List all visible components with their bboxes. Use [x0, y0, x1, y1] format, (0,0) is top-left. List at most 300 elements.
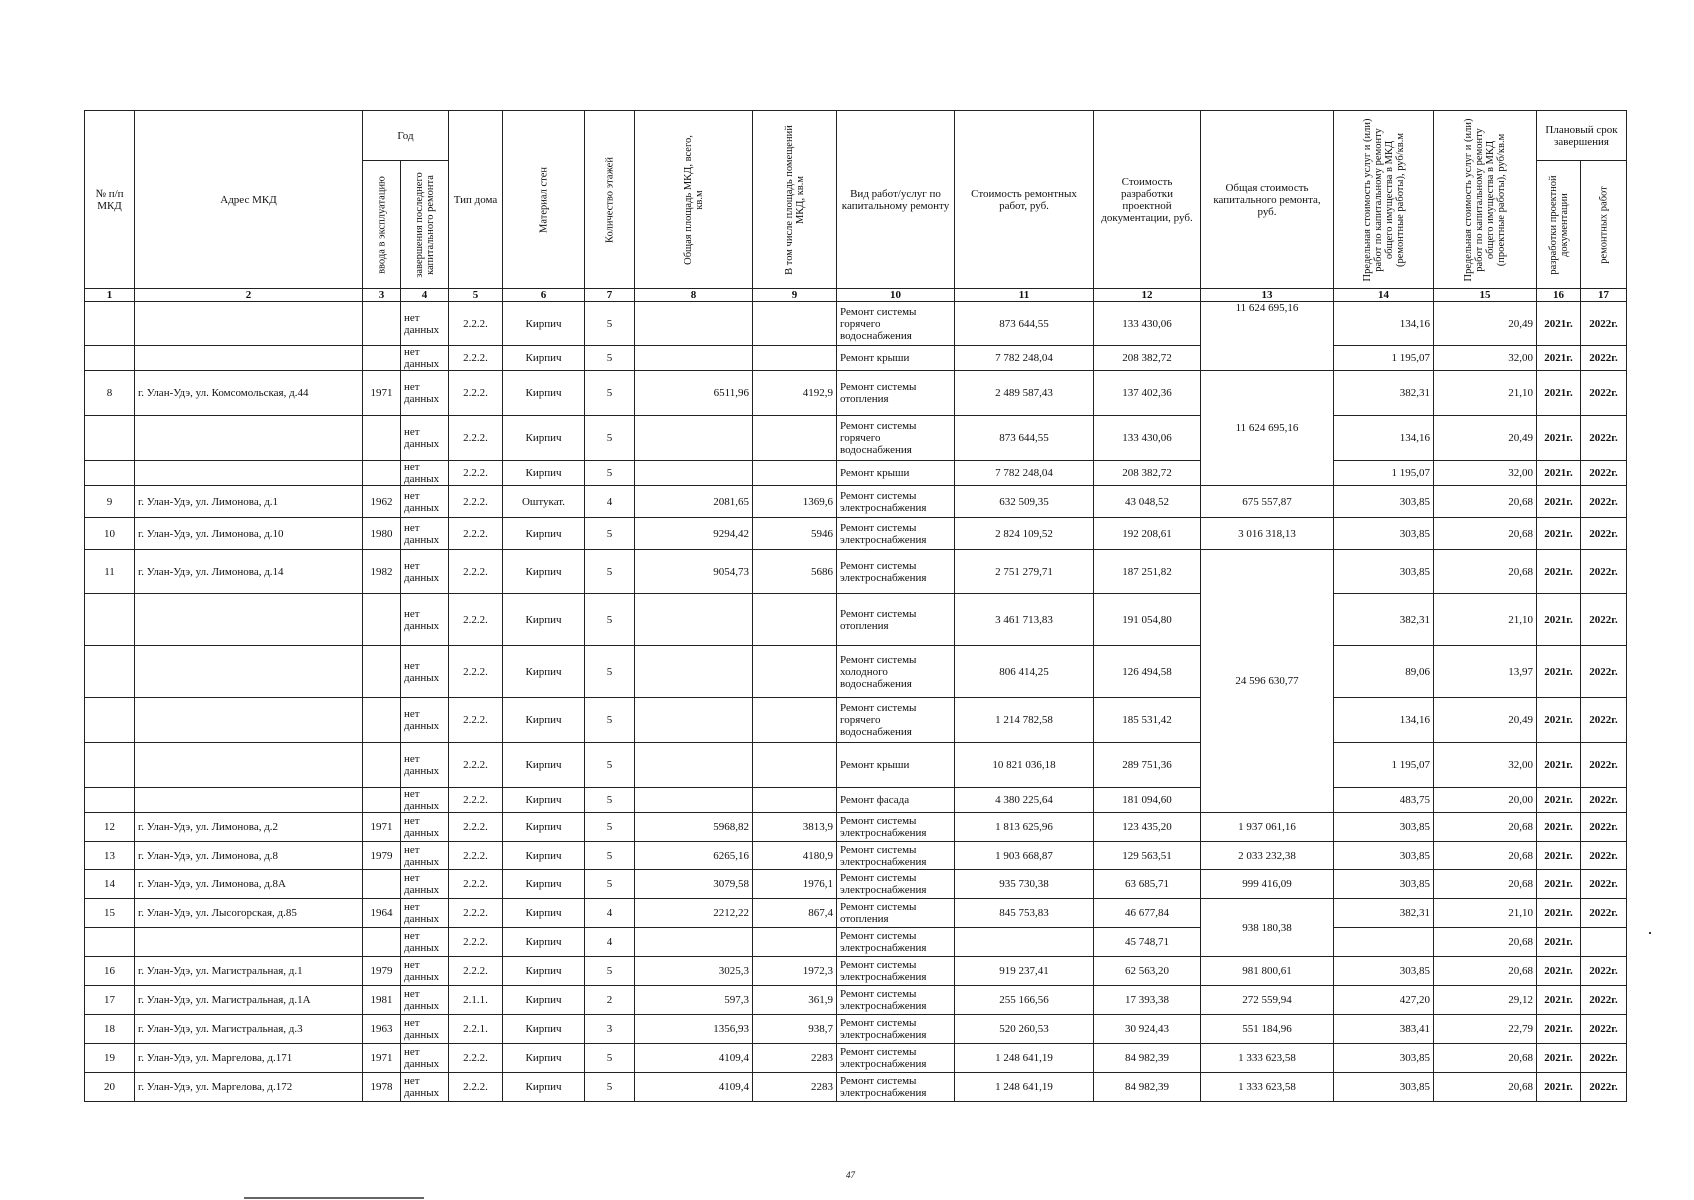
max-design-cost: 21,10: [1434, 371, 1537, 416]
total-area: [635, 461, 753, 486]
house-type: 2.2.2.: [449, 302, 503, 346]
table-row: [85, 743, 1627, 788]
floors: 5: [585, 788, 635, 813]
house-type: 2.2.2.: [449, 743, 503, 788]
max-design-cost: 21,10: [1434, 899, 1537, 928]
year-commission: [363, 698, 401, 743]
scan-mark: [1649, 932, 1651, 934]
deadline-design: 2021г.: [1537, 486, 1581, 518]
total-cost: 24 596 630,77: [1201, 550, 1334, 813]
total-area: 4109,4: [635, 1073, 753, 1102]
work-type: Ремонт системы отопления: [837, 899, 955, 928]
column-number: 9: [753, 289, 837, 302]
deadline-repair: 2022г.: [1581, 461, 1627, 486]
design-cost: 129 563,51: [1094, 842, 1201, 870]
table-row: [85, 346, 1627, 371]
max-design-cost: 20,68: [1434, 870, 1537, 899]
house-address: г. Улан-Удэ, ул. Магистральная, д.3: [135, 1015, 363, 1044]
year-commission: [363, 788, 401, 813]
total-cost: 1 333 623,58: [1201, 1073, 1334, 1102]
premises-area: 5946: [753, 518, 837, 550]
premises-area: 361,9: [753, 986, 837, 1015]
max-repair-cost: 134,16: [1334, 698, 1434, 743]
wall-material: Оштукат.: [503, 486, 585, 518]
max-repair-cost: [1334, 928, 1434, 957]
total-cost: 11 624 695,16: [1201, 302, 1334, 371]
deadline-design: 2021г.: [1537, 518, 1581, 550]
deadline-design: 2021г.: [1537, 461, 1581, 486]
year-last-repair: нет данных: [401, 646, 449, 698]
house-address: г. Улан-Удэ, ул. Лысогорская, д.85: [135, 899, 363, 928]
house-type: 2.2.2.: [449, 518, 503, 550]
year-last-repair: нет данных: [401, 461, 449, 486]
max-repair-cost: 303,85: [1334, 1073, 1434, 1102]
max-design-cost: 20,68: [1434, 813, 1537, 842]
repair-cost: 1 248 641,19: [955, 1073, 1094, 1102]
house-address: г. Улан-Удэ, ул. Лимонова, д.10: [135, 518, 363, 550]
house-type: 2.2.2.: [449, 870, 503, 899]
design-cost: 17 393,38: [1094, 986, 1201, 1015]
year-last-repair: нет данных: [401, 594, 449, 646]
row-number: 16: [85, 957, 135, 986]
total-cost: 2 033 232,38: [1201, 842, 1334, 870]
house-type: 2.2.2.: [449, 842, 503, 870]
house-address: г. Улан-Удэ, ул. Лимонова, д.1: [135, 486, 363, 518]
year-commission: [363, 594, 401, 646]
table-row: [85, 646, 1627, 698]
design-cost: 30 924,43: [1094, 1015, 1201, 1044]
header-total-area: Общая площадь МКД, всего, кв.м: [635, 111, 753, 289]
year-last-repair: нет данных: [401, 928, 449, 957]
wall-material: Кирпич: [503, 957, 585, 986]
header-work-type: Вид работ/услуг по капитальному ремонту: [837, 111, 955, 289]
house-address: г. Улан-Удэ, ул. Маргелова, д.171: [135, 1044, 363, 1073]
register-table-sheet: [84, 110, 1627, 1102]
wall-material: Кирпич: [503, 1073, 585, 1102]
page-number: 47: [846, 1170, 855, 1180]
deadline-repair: 2022г.: [1581, 646, 1627, 698]
wall-material: Кирпич: [503, 788, 585, 813]
deadline-repair: 2022г.: [1581, 870, 1627, 899]
max-design-cost: 29,12: [1434, 986, 1537, 1015]
table-row: [85, 1044, 1627, 1073]
deadline-design: 2021г.: [1537, 594, 1581, 646]
deadline-design: 2021г.: [1537, 743, 1581, 788]
house-address: г. Улан-Удэ, ул. Комсомольская, д.44: [135, 371, 363, 416]
year-commission: [363, 346, 401, 371]
house-type: 2.2.2.: [449, 346, 503, 371]
house-type: 2.2.2.: [449, 594, 503, 646]
deadline-design: 2021г.: [1537, 416, 1581, 461]
house-type: 2.2.2.: [449, 646, 503, 698]
deadline-design: 2021г.: [1537, 928, 1581, 957]
header-premises-area: В том числе площадь помещений МКД, кв.м: [753, 111, 837, 289]
premises-area: 5686: [753, 550, 837, 594]
floors: 5: [585, 416, 635, 461]
header-total-cost: Общая стоимость капитального ремонта, руб.: [1201, 111, 1334, 289]
year-commission: 1979: [363, 842, 401, 870]
year-last-repair: нет данных: [401, 1015, 449, 1044]
deadline-repair: 2022г.: [1581, 518, 1627, 550]
design-cost: 208 382,72: [1094, 346, 1201, 371]
year-last-repair: нет данных: [401, 1044, 449, 1073]
deadline-repair: 2022г.: [1581, 957, 1627, 986]
deadline-repair: 2022г.: [1581, 813, 1627, 842]
year-last-repair: нет данных: [401, 957, 449, 986]
deadline-design: 2021г.: [1537, 1015, 1581, 1044]
deadline-design: 2021г.: [1537, 986, 1581, 1015]
column-number: 8: [635, 289, 753, 302]
max-design-cost: 20,49: [1434, 416, 1537, 461]
max-repair-cost: 483,75: [1334, 788, 1434, 813]
year-last-repair: нет данных: [401, 743, 449, 788]
deadline-repair: 2022г.: [1581, 1044, 1627, 1073]
deadline-design: 2021г.: [1537, 1073, 1581, 1102]
total-area: 1356,93: [635, 1015, 753, 1044]
row-number: 17: [85, 986, 135, 1015]
wall-material: Кирпич: [503, 550, 585, 594]
deadline-design: 2021г.: [1537, 646, 1581, 698]
column-number-row: [85, 289, 1627, 302]
deadline-repair: 2022г.: [1581, 1073, 1627, 1102]
year-commission: 1964: [363, 899, 401, 928]
premises-area: [753, 416, 837, 461]
header-year-commission: ввода в эксплуатацию: [363, 161, 401, 289]
total-area: 2081,65: [635, 486, 753, 518]
premises-area: 1972,3: [753, 957, 837, 986]
table-row: [85, 486, 1627, 518]
max-repair-cost: 303,85: [1334, 870, 1434, 899]
work-type: Ремонт крыши: [837, 743, 955, 788]
house-type: 2.2.2.: [449, 461, 503, 486]
work-type: Ремонт системы электроснабжения: [837, 870, 955, 899]
year-last-repair: нет данных: [401, 899, 449, 928]
year-commission: 1962: [363, 486, 401, 518]
house-type: 2.2.2.: [449, 957, 503, 986]
header-design-cost: Стоимость разработки проектной документации, руб.: [1094, 111, 1201, 289]
wall-material: Кирпич: [503, 518, 585, 550]
row-number: [85, 928, 135, 957]
column-number: 12: [1094, 289, 1201, 302]
floors: 5: [585, 743, 635, 788]
table-row: [85, 899, 1627, 928]
table-row: [85, 698, 1627, 743]
floors: 5: [585, 371, 635, 416]
table-row: [85, 594, 1627, 646]
design-cost: 192 208,61: [1094, 518, 1201, 550]
header-num: № п/п МКД: [85, 111, 135, 289]
work-type: Ремонт системы холодного водоснабжения: [837, 646, 955, 698]
max-design-cost: 32,00: [1434, 461, 1537, 486]
max-design-cost: 20,68: [1434, 1044, 1537, 1073]
total-cost: 11 624 695,16: [1201, 371, 1334, 486]
max-repair-cost: 1 195,07: [1334, 346, 1434, 371]
wall-material: Кирпич: [503, 743, 585, 788]
max-repair-cost: 134,16: [1334, 302, 1434, 346]
house-address: [135, 594, 363, 646]
year-commission: 1971: [363, 371, 401, 416]
header-deadline-repair: ремонтных работ: [1581, 161, 1627, 289]
deadline-repair: 2022г.: [1581, 416, 1627, 461]
repair-cost: 935 730,38: [955, 870, 1094, 899]
year-last-repair: нет данных: [401, 416, 449, 461]
design-cost: 185 531,42: [1094, 698, 1201, 743]
house-address: [135, 743, 363, 788]
max-repair-cost: 303,85: [1334, 1044, 1434, 1073]
design-cost: 43 048,52: [1094, 486, 1201, 518]
max-repair-cost: 427,20: [1334, 986, 1434, 1015]
max-repair-cost: 1 195,07: [1334, 743, 1434, 788]
premises-area: 3813,9: [753, 813, 837, 842]
repair-cost: 10 821 036,18: [955, 743, 1094, 788]
deadline-repair: 2022г.: [1581, 550, 1627, 594]
work-type: Ремонт системы электроснабжения: [837, 842, 955, 870]
row-number: 12: [85, 813, 135, 842]
column-number: 14: [1334, 289, 1434, 302]
total-area: 4109,4: [635, 1044, 753, 1073]
max-design-cost: 22,79: [1434, 1015, 1537, 1044]
total-area: 5968,82: [635, 813, 753, 842]
floors: 5: [585, 594, 635, 646]
max-design-cost: 21,10: [1434, 594, 1537, 646]
repair-cost: 1 248 641,19: [955, 1044, 1094, 1073]
year-last-repair: нет данных: [401, 813, 449, 842]
max-design-cost: 32,00: [1434, 743, 1537, 788]
footer-rule: [244, 1197, 424, 1199]
wall-material: Кирпич: [503, 302, 585, 346]
repair-cost: 255 166,56: [955, 986, 1094, 1015]
work-type: Ремонт системы электроснабжения: [837, 1015, 955, 1044]
wall-material: Кирпич: [503, 899, 585, 928]
wall-material: Кирпич: [503, 1044, 585, 1073]
repair-cost: 873 644,55: [955, 416, 1094, 461]
column-number: 16: [1537, 289, 1581, 302]
house-type: 2.2.2.: [449, 813, 503, 842]
total-area: [635, 698, 753, 743]
work-type: Ремонт системы электроснабжения: [837, 986, 955, 1015]
total-area: 3025,3: [635, 957, 753, 986]
repair-cost: 2 824 109,52: [955, 518, 1094, 550]
work-type: Ремонт системы отопления: [837, 594, 955, 646]
design-cost: 84 982,39: [1094, 1044, 1201, 1073]
table-row: [85, 842, 1627, 870]
header-wall-material: Материал стен: [503, 111, 585, 289]
column-number: 5: [449, 289, 503, 302]
design-cost: 62 563,20: [1094, 957, 1201, 986]
house-address: г. Улан-Удэ, ул. Лимонова, д.14: [135, 550, 363, 594]
max-repair-cost: 303,85: [1334, 813, 1434, 842]
deadline-repair: 2022г.: [1581, 594, 1627, 646]
floors: 5: [585, 518, 635, 550]
total-area: [635, 346, 753, 371]
deadline-design: 2021г.: [1537, 870, 1581, 899]
max-repair-cost: 382,31: [1334, 899, 1434, 928]
year-last-repair: нет данных: [401, 870, 449, 899]
row-number: [85, 594, 135, 646]
deadline-repair: 2022г.: [1581, 371, 1627, 416]
row-number: 14: [85, 870, 135, 899]
wall-material: Кирпич: [503, 986, 585, 1015]
repair-cost: 632 509,35: [955, 486, 1094, 518]
max-design-cost: 20,68: [1434, 486, 1537, 518]
repair-cost: 2 489 587,43: [955, 371, 1094, 416]
max-design-cost: 20,68: [1434, 1073, 1537, 1102]
house-address: г. Улан-Удэ, ул. Лимонова, д.2: [135, 813, 363, 842]
design-cost: 84 982,39: [1094, 1073, 1201, 1102]
column-number: 15: [1434, 289, 1537, 302]
year-commission: [363, 302, 401, 346]
table-row: [85, 461, 1627, 486]
deadline-design: 2021г.: [1537, 788, 1581, 813]
floors: 5: [585, 550, 635, 594]
repair-cost: 1 214 782,58: [955, 698, 1094, 743]
wall-material: Кирпич: [503, 416, 585, 461]
wall-material: Кирпич: [503, 813, 585, 842]
header-year-lastrepair: завершения последнего капитального ремонта: [401, 161, 449, 289]
year-last-repair: нет данных: [401, 518, 449, 550]
wall-material: Кирпич: [503, 371, 585, 416]
premises-area: [753, 346, 837, 371]
house-address: [135, 788, 363, 813]
column-number: 3: [363, 289, 401, 302]
max-repair-cost: 382,31: [1334, 594, 1434, 646]
year-last-repair: нет данных: [401, 788, 449, 813]
floors: 5: [585, 302, 635, 346]
total-area: 6511,96: [635, 371, 753, 416]
deadline-design: 2021г.: [1537, 371, 1581, 416]
house-type: 2.1.1.: [449, 986, 503, 1015]
year-commission: 1981: [363, 986, 401, 1015]
house-address: [135, 646, 363, 698]
year-commission: 1979: [363, 957, 401, 986]
row-number: 18: [85, 1015, 135, 1044]
header-deadline-design: разработки проектной документации: [1537, 161, 1581, 289]
work-type: Ремонт фасада: [837, 788, 955, 813]
deadline-design: 2021г.: [1537, 1044, 1581, 1073]
premises-area: 4192,9: [753, 371, 837, 416]
deadline-design: 2021г.: [1537, 813, 1581, 842]
house-type: 2.2.2.: [449, 788, 503, 813]
wall-material: Кирпич: [503, 646, 585, 698]
max-design-cost: 20,68: [1434, 518, 1537, 550]
total-cost: 1 333 623,58: [1201, 1044, 1334, 1073]
floors: 5: [585, 698, 635, 743]
deadline-design: 2021г.: [1537, 550, 1581, 594]
year-last-repair: нет данных: [401, 486, 449, 518]
max-design-cost: 32,00: [1434, 346, 1537, 371]
max-design-cost: 20,49: [1434, 302, 1537, 346]
total-area: 597,3: [635, 986, 753, 1015]
work-type: Ремонт системы отопления: [837, 371, 955, 416]
year-commission: 1963: [363, 1015, 401, 1044]
deadline-repair: 2022г.: [1581, 842, 1627, 870]
design-cost: 123 435,20: [1094, 813, 1201, 842]
total-cost: 999 416,09: [1201, 870, 1334, 899]
column-number: 4: [401, 289, 449, 302]
year-commission: [363, 928, 401, 957]
premises-area: [753, 594, 837, 646]
year-commission: [363, 870, 401, 899]
repair-cost: 1 813 625,96: [955, 813, 1094, 842]
column-number: 13: [1201, 289, 1334, 302]
premises-area: [753, 302, 837, 346]
repair-cost: 520 260,53: [955, 1015, 1094, 1044]
premises-area: 2283: [753, 1044, 837, 1073]
house-address: г. Улан-Удэ, ул. Лимонова, д.8: [135, 842, 363, 870]
design-cost: 45 748,71: [1094, 928, 1201, 957]
total-area: 3079,58: [635, 870, 753, 899]
premises-area: [753, 698, 837, 743]
table-row: [85, 302, 1627, 346]
table-row: [85, 1015, 1627, 1044]
table-row: [85, 870, 1627, 899]
wall-material: Кирпич: [503, 594, 585, 646]
deadline-repair: 2022г.: [1581, 743, 1627, 788]
deadline-design: 2021г.: [1537, 899, 1581, 928]
header-max-design: Предельная стоимость услуг и (или) работ по капитальному ремонту общего имущества в МКД (проектные работы), руб/кв.м: [1434, 111, 1537, 289]
table-row: [85, 986, 1627, 1015]
total-area: [635, 416, 753, 461]
header-house-type: Тип дома: [449, 111, 503, 289]
floors: 4: [585, 899, 635, 928]
table-row: [85, 928, 1627, 957]
max-design-cost: 13,97: [1434, 646, 1537, 698]
premises-area: 4180,9: [753, 842, 837, 870]
row-number: [85, 416, 135, 461]
deadline-design: 2021г.: [1537, 842, 1581, 870]
work-type: Ремонт системы электроснабжения: [837, 1073, 955, 1102]
max-repair-cost: 382,31: [1334, 371, 1434, 416]
header-address: Адрес МКД: [135, 111, 363, 289]
premises-area: 1976,1: [753, 870, 837, 899]
row-number: 13: [85, 842, 135, 870]
row-number: [85, 743, 135, 788]
row-number: 15: [85, 899, 135, 928]
row-number: [85, 646, 135, 698]
year-last-repair: нет данных: [401, 842, 449, 870]
work-type: Ремонт системы горячего водоснабжения: [837, 698, 955, 743]
floors: 3: [585, 1015, 635, 1044]
design-cost: 133 430,06: [1094, 416, 1201, 461]
max-design-cost: 20,00: [1434, 788, 1537, 813]
repair-cost: 4 380 225,64: [955, 788, 1094, 813]
design-cost: 46 677,84: [1094, 899, 1201, 928]
max-repair-cost: 303,85: [1334, 842, 1434, 870]
year-last-repair: нет данных: [401, 1073, 449, 1102]
wall-material: Кирпич: [503, 928, 585, 957]
repair-cost: 845 753,83: [955, 899, 1094, 928]
house-address: г. Улан-Удэ, ул. Лимонова, д.8А: [135, 870, 363, 899]
floors: 5: [585, 842, 635, 870]
premises-area: [753, 646, 837, 698]
house-address: г. Улан-Удэ, ул. Магистральная, д.1А: [135, 986, 363, 1015]
year-last-repair: нет данных: [401, 371, 449, 416]
header-deadline-group: Плановый срок завершения: [1537, 111, 1627, 161]
header-year-group: Год: [363, 111, 449, 161]
deadline-design: 2021г.: [1537, 698, 1581, 743]
deadline-repair: 2022г.: [1581, 698, 1627, 743]
capital-repair-table: [84, 110, 1627, 1102]
house-type: 2.2.1.: [449, 1015, 503, 1044]
repair-cost: [955, 928, 1094, 957]
house-type: 2.2.2.: [449, 1073, 503, 1102]
max-repair-cost: 303,85: [1334, 550, 1434, 594]
deadline-repair: 2022г.: [1581, 986, 1627, 1015]
row-number: 10: [85, 518, 135, 550]
max-design-cost: 20,68: [1434, 550, 1537, 594]
row-number: 8: [85, 371, 135, 416]
floors: 5: [585, 461, 635, 486]
